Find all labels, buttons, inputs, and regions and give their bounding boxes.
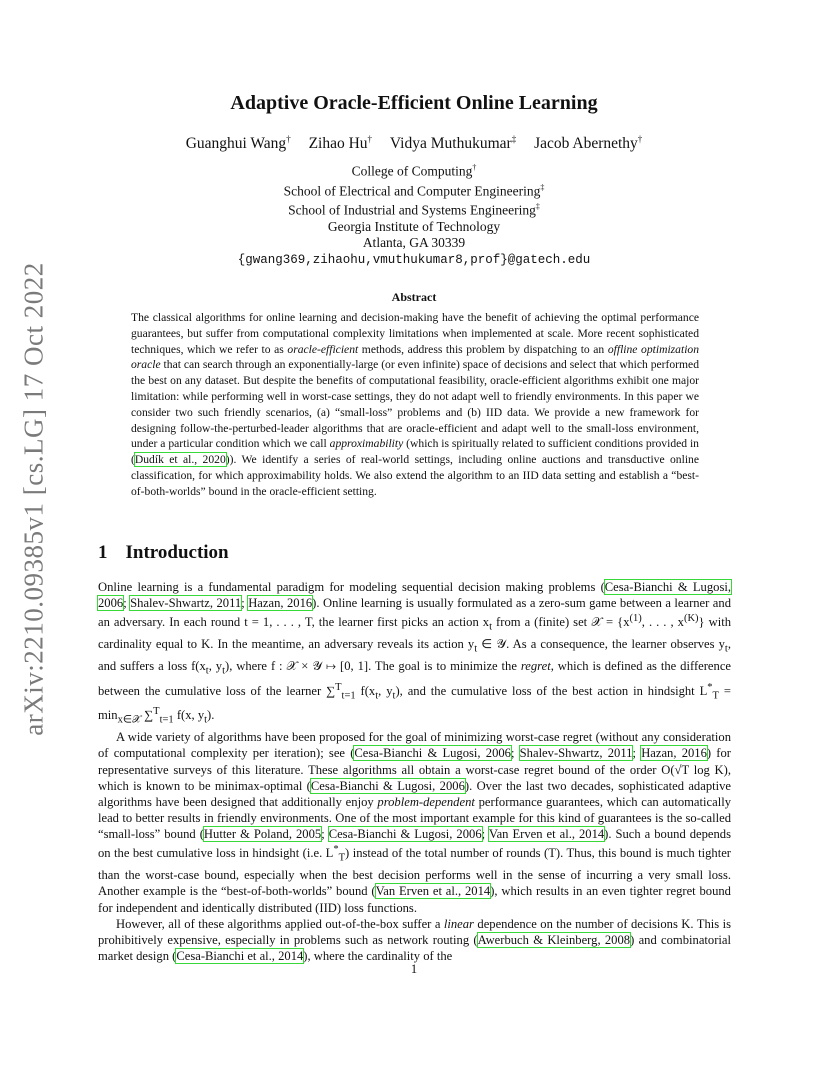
citation-link[interactable]: Shalev-Shwartz, 2011 [519, 746, 633, 761]
body-paragraph: A wide variety of algorithms have been proposed for the goal of minimizing worst-case regret (without any consideration of computational complexity per iteration); see (Cesa-Bianchi & Lugosi, 2006; Shalev-Shwartz, 2011; Hazan, 2016) for representative surveys of this literature. These algorithms all obtain a worst-case regret bound of the order O(√T log K), which is known to be minimax-optimal (Cesa-Bianchi & Lugosi, 2006). Over the last two decades, sophisticated adaptive algorithms have been designed that additionally enjoy problem-dependent performance guarantees, which can automatically lead to better results in friendly environments. One of the most important example for this kind of guarantees is the so-called “small-loss” bound (Hutter & Poland, 2005; Cesa-Bianchi & Lugosi, 2006; Van Erven et al., 2014). Such a bound depends on the best cumulative loss in hindsight (i.e. $L^*_T$) instead of the total number of rounds (T). Thus, this bound is much tighter than the worst-case bound, especially when the best decision performs well in the sense of incurring a very small loss. Another example is the “best-of-both-worlds” bound (Van Erven et al., 2014), which results in an even tighter regret bound for independent and identically distributed (IID) loss functions. [98, 730, 732, 915]
citation-link[interactable]: Shalev-Shwartz, 2011 [130, 596, 242, 611]
citation-link[interactable]: Cesa-Bianchi et al., 2014 [176, 948, 304, 963]
author: Guanghui Wang† [185, 134, 291, 153]
citation-link[interactable]: Cesa-Bianchi & Lugosi, 2006 [98, 580, 731, 611]
body-paragraph: Online learning is a fundamental paradigm for modeling sequential decision making problems (Cesa-Bianchi & Lugosi, 2006; Shalev-Shwartz, 2011; Hazan, 2016). Online learning is usually formulated as a zero-sum game between a learner and an adversary. In each round t = 1, . . . , T, the learner first picks an action $x_t$ from a (finite) set 𝒳 = {$x^{(1)}$, . . . , $x^{(K)}$} with cardinality equal to K. In the meantime, an adversary reveals its action $y_t$ ∈ 𝒴. As a consequence, the learner observes $y_t$, and suffers a loss $f(x_t$, $y_t$), where f : 𝒳 × 𝒴 ↦ [0, 1]. The goal is to minimize the regret, which is defined as the difference between the cumulative loss of the learner ∑$^T_{t=1}$ $f(x_t$, $y_t$), and the cumulative loss of the best action in hindsight $L^*_T = \min_{x\in 𝒳} \sum^T_{t=1}$ f(x, $y_t$). [98, 580, 732, 727]
paper-title: Adaptive Oracle-Efficient Online Learning [230, 92, 598, 114]
citation-link[interactable]: Dudík et al., 2020 [134, 453, 226, 467]
author: Jacob Abernethy† [534, 134, 643, 153]
abstract-paragraph: The classical algorithms for online learning and decision-making have the benefit of achieving the optimal performance guarantees, but suffer from computational complexity limitations when implemented at scale. More recent sophisticated techniques, which we refer to as oracle-efficient methods, address this problem by dispatching to an offline optimization oracle that can search through an exponentially-large (or even infinite) space of decisions and select that which performed the best on any dataset. But despite the benefits of computational feasibility, oracle-efficient algorithms exhibit one major limitation: while performing well in worst-case settings, they do not adapt well to friendly environments. In this paper we consider two such friendly scenarios, (a) “small-loss” problems and (b) IID data. We provide a new framework for designing follow-the-perturbed-leader algorithms that are oracle-efficient and adapt well to the small-loss environment, under a particular condition which we call approximability (which is spiritually related to sufficient conditions provided in (Dudík et al., 2020)). We identify a series of real-world settings, including online auctions and transductive online classification, for which approximability holds. We also extend the algorithm to an IID data setting and establish a “best-of-both-worlds” bound in the oracle-efficient setting. [131, 311, 700, 498]
affiliation-line: College of Computing† [351, 163, 477, 179]
author-email: {gwang369,zihaohu,vmuthukumar8,prof}@gatech.edu [237, 252, 591, 267]
affiliation-line: Atlanta, GA 30339 [362, 235, 466, 251]
citation-link[interactable]: Hutter & Poland, 2005 [203, 827, 322, 842]
section-heading: 1 Introduction [98, 542, 229, 563]
author: Zihao Hu† [308, 134, 373, 153]
abstract-heading: Abstract [391, 290, 437, 304]
citation-link[interactable]: Awerbuch & Kleinberg, 2008 [477, 932, 631, 947]
abstract-body [131, 310, 699, 500]
arxiv-identifier: arXiv:2210.09385v1 [cs.LG] 17 Oct 2022 [18, 261, 49, 736]
affiliation-line: School of Electrical and Computer Engineering‡ [283, 182, 545, 199]
citation-link[interactable]: Hazan, 2016 [641, 746, 707, 761]
citation-link[interactable]: Van Erven et al., 2014 [488, 827, 605, 842]
citation-link[interactable]: Van Erven et al., 2014 [375, 884, 491, 899]
citation-link[interactable]: Cesa-Bianchi & Lugosi, 2006 [310, 778, 465, 793]
author: Vidya Muthukumar‡ [389, 134, 517, 153]
citation-link[interactable]: Cesa-Bianchi & Lugosi, 2006 [328, 827, 482, 842]
author-list [0, 134, 828, 153]
affiliation-block [0, 160, 828, 268]
arxiv-sidebar-stamp [8, 261, 60, 736]
body-paragraph: However, all of these algorithms applied out-of-the-box suffer a linear dependence on the number of decisions K. This is prohibitively expensive, especially in problems such as network routing (Awerbuch & Kleinberg, 2008) and combinatorial market design (Cesa-Bianchi et al., 2014), where the cardinality of the [98, 916, 731, 963]
affiliation-line: Georgia Institute of Technology [327, 219, 501, 235]
page-number: 1 [410, 962, 418, 976]
citation-link[interactable]: Hazan, 2016 [248, 596, 313, 611]
affiliation-line: School of Industrial and Systems Engineering‡ [288, 202, 540, 218]
citation-link[interactable]: Cesa-Bianchi & Lugosi, 2006 [354, 746, 511, 761]
introduction-body [98, 579, 731, 964]
